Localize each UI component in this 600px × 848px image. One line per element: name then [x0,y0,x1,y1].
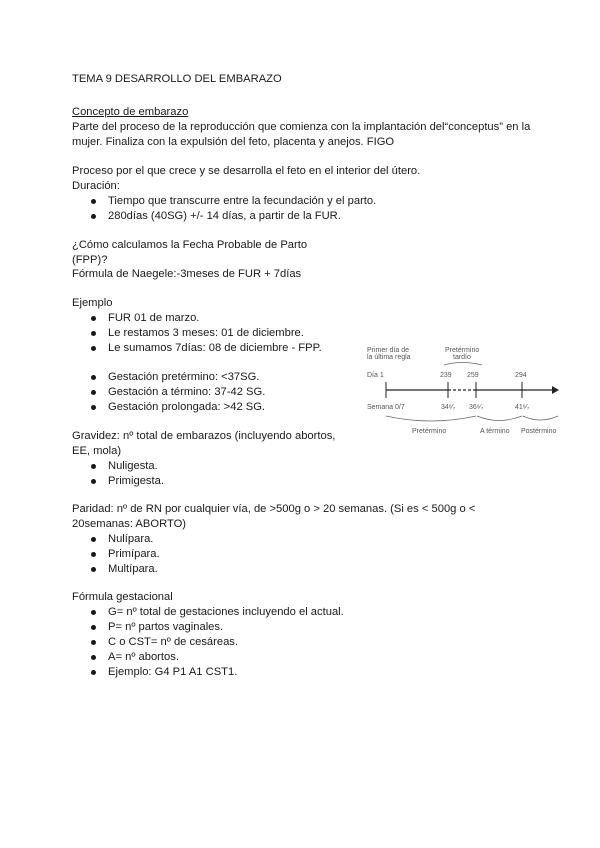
paridad-item-1: Nulípara. [108,533,154,545]
naegele-formula: Fórmula de Naegele:-3meses de FUR + 7días [72,268,302,280]
paridad-item-3: Multípara. [108,563,158,575]
diagram-dia1: Día 1 [367,372,384,379]
gravidez-line-2: EE, mola) [72,445,122,457]
document-title: TEMA 9 DESARROLLO DEL EMBARAZO [72,73,282,85]
diagram-pretermino: Pretérmino [412,428,447,435]
diagram-postermino: Postérmino [521,428,557,435]
bullet [91,214,96,219]
bullet [91,464,96,469]
paridad-item-2: Primípara. [108,548,160,560]
bullet [91,346,96,351]
bullet [91,331,96,336]
diagram-week-34: 34⁶⁄₇ [441,404,456,411]
gestation-timeline-diagram [364,342,560,440]
gestacion-item-1: Gestación pretérmino: <37SG. [108,371,260,383]
preterm-bracket [386,416,476,421]
bullet [91,670,96,675]
bullet [91,405,96,410]
bullet [91,390,96,395]
diagram-top-label-1: Primer día de [367,347,410,354]
concepto-heading: Concepto de embarazo [72,106,189,118]
bullet [91,567,96,572]
bullet [91,610,96,615]
bullet [91,316,96,321]
concepto-line-2: mujer. Finaliza con la expulsión del feto, placenta y anejos. FIGO [72,136,395,148]
fpp-question-1: ¿Cómo calculamos la Fecha Probable de Parto [72,239,308,251]
diagram-day-239: 239 [440,372,452,379]
diagram-top-label-2: la última regla [367,354,411,361]
timeline-arrowhead [552,386,559,394]
term-bracket [477,416,522,421]
formula-item-5: Ejemplo: G4 P1 A1 CST1. [108,666,238,678]
diagram-atermino: A término [480,428,510,435]
diagram-late-label-1: Pretérmino [445,347,480,354]
formula-item-2: P= nº partos vaginales. [108,621,224,633]
gravidez-item-2: Primigesta. [108,475,164,487]
duracion-item-1: Tiempo que transcurre entre la fecundación y el parto. [108,195,377,207]
gravidez-item-1: Nuligesta. [108,460,158,472]
diagram-semana: Semana 0/7 [367,404,405,411]
diagram-week-36: 36⁶⁄₇ [469,404,484,411]
diagram-day-259: 259 [467,372,479,379]
gestacion-item-3: Gestación prolongada: >42 SG. [108,401,266,413]
proceso-text: Proceso por el que crece y se desarrolla el feto en el interior del útero. [72,165,421,177]
diagram-late-label-2: tardío [453,354,471,361]
bullet [91,199,96,204]
ejemplo-item-2: Le restamos 3 meses: 01 de diciembre. [108,327,304,339]
formula-item-3: C o CST= nº de cesáreas. [108,636,239,648]
concepto-line-1: Parte del proceso de la reproducción que comienza con la implantación del“conceptus” en la [72,121,531,133]
bullet [91,640,96,645]
bullet [91,552,96,557]
ejemplo-item-3: Le sumamos 7días: 08 de diciembre - FPP. [108,342,322,354]
postterm-bracket [523,416,558,420]
gestacion-item-2: Gestación a término: 37-42 SG. [108,386,266,398]
bullet [91,625,96,630]
gravidez-line-1: Gravidez: nº total de embarazos (incluyendo abortos, [72,430,336,442]
ejemplo-label: Ejemplo [72,297,113,309]
formula-item-1: G= nº total de gestaciones incluyendo el actual. [108,606,344,618]
fpp-question-2: (FPP)? [72,254,108,266]
paridad-line-2: 20semanas: ABORTO) [72,518,186,530]
diagram-day-294: 294 [515,372,527,379]
diagram-week-41: 41⁶⁄₇ [515,404,530,411]
duracion-item-2: 280días (40SG) +/- 14 días, a partir de la FUR. [108,210,341,222]
formula-item-4: A= nº abortos. [108,651,179,663]
bullet [91,479,96,484]
bullet [91,375,96,380]
ejemplo-item-1: FUR 01 de marzo. [108,312,200,324]
formula-gestacional-label: Fórmula gestacional [72,591,173,603]
bullet [91,537,96,542]
duracion-label: Duración: [72,180,120,192]
paridad-line-1: Paridad: nº de RN por cualquier vía, de >500g o > 20 semanas. (Si es < 500g o < [72,503,476,515]
bullet [91,655,96,660]
late-preterm-bracket [444,363,482,366]
